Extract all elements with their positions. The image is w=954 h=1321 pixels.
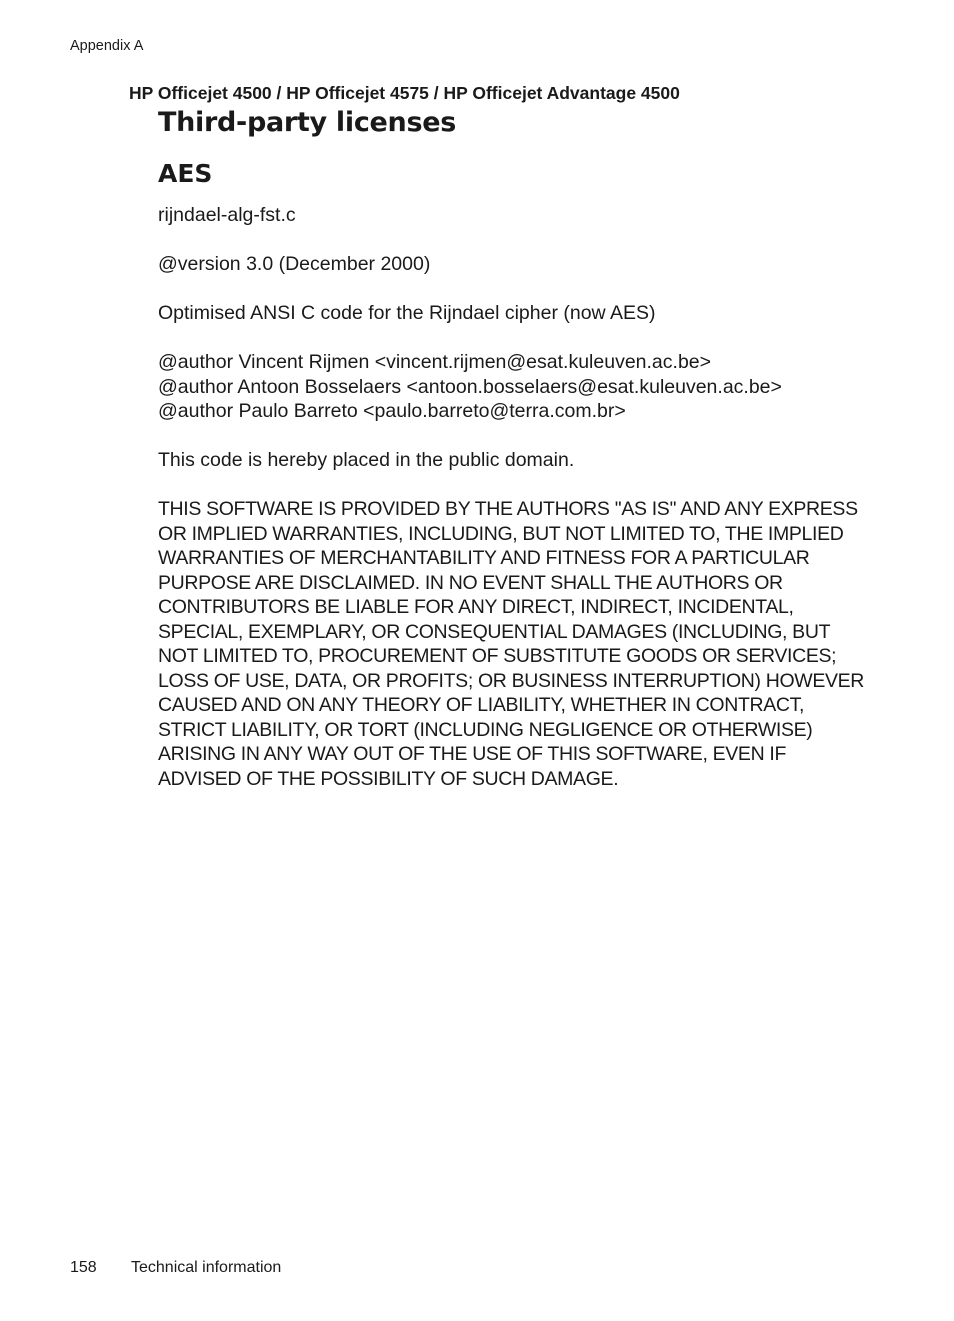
running-head: Appendix A — [70, 38, 144, 54]
footer-section-name: Technical information — [131, 1259, 282, 1276]
author-line: @author Vincent Rijmen <vincent.rijmen@esat.kuleuven.ac.be> — [158, 351, 712, 373]
disclaimer-line: PURPOSE ARE DISCLAIMED. IN NO EVENT SHALL THE AUTHORS OR — [158, 571, 783, 594]
public-domain-text: This code is hereby placed in the public domain. — [158, 449, 575, 471]
disclaimer-line: STRICT LIABILITY, OR TORT (INCLUDING NEGLIGENCE OR OTHERWISE) — [158, 718, 813, 741]
author-line: @author Paulo Barreto <paulo.barreto@terra.com.br> — [158, 400, 626, 422]
disclaimer-line: ARISING IN ANY WAY OUT OF THE USE OF THIS SOFTWARE, EVEN IF — [158, 743, 787, 765]
section-title: Third-party licenses — [158, 107, 457, 138]
disclaimer-line: LOSS OF USE, DATA, OR PROFITS; OR BUSINESS INTERRUPTION) HOWEVER — [158, 669, 865, 692]
disclaimer-block — [158, 497, 878, 791]
page-content — [158, 104, 878, 791]
disclaimer-line: NOT LIMITED TO, PROCUREMENT OF SUBSTITUTE GOODS OR SERVICES; — [158, 645, 837, 667]
page-number: 158 — [70, 1259, 97, 1276]
description-text: Optimised ANSI C code for the Rijndael cipher (now AES) — [158, 302, 656, 324]
filename-text: rijndael-alg-fst.c — [158, 204, 296, 226]
author-line: @author Antoon Bosselaers <antoon.bosselaers@esat.kuleuven.ac.be> — [158, 375, 782, 398]
disclaimer-line: THIS SOFTWARE IS PROVIDED BY THE AUTHORS ''AS IS'' AND ANY EXPRESS — [158, 498, 858, 520]
disclaimer-line: CAUSED AND ON ANY THEORY OF LIABILITY, WHETHER IN CONTRACT, — [158, 694, 805, 716]
disclaimer-line: ADVISED OF THE POSSIBILITY OF SUCH DAMAGE. — [158, 767, 619, 790]
subsection-title: AES — [158, 159, 213, 188]
disclaimer-line: CONTRIBUTORS BE LIABLE FOR ANY DIRECT, INDIRECT, INCIDENTAL, — [158, 596, 794, 618]
disclaimer-line: SPECIAL, EXEMPLARY, OR CONSEQUENTIAL DAMAGES (INCLUDING, BUT — [158, 620, 831, 643]
product-line: HP Officejet 4500 / HP Officejet 4575 / HP Officejet Advantage 4500 — [129, 83, 680, 103]
version-text: @version 3.0 (December 2000) — [158, 253, 431, 275]
authors-block — [158, 350, 878, 424]
disclaimer-line: WARRANTIES OF MERCHANTABILITY AND FITNESS FOR A PARTICULAR — [158, 547, 810, 569]
disclaimer-line: OR IMPLIED WARRANTIES, INCLUDING, BUT NOT LIMITED TO, THE IMPLIED — [158, 522, 844, 545]
page-footer — [70, 1259, 281, 1277]
